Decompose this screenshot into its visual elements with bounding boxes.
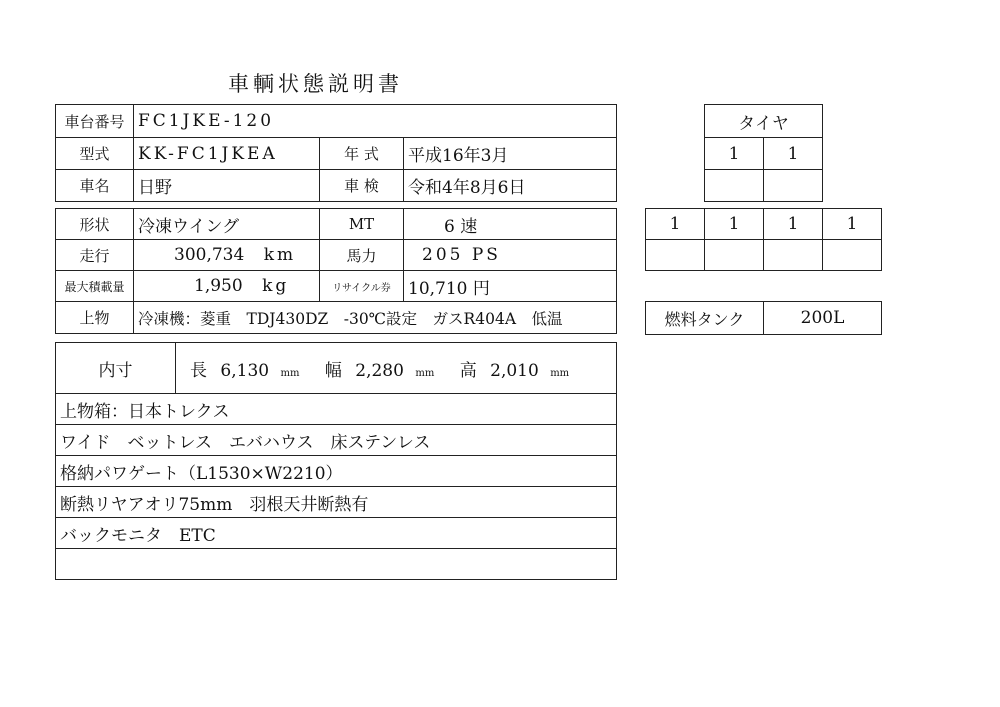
length-unit: mm <box>280 367 300 379</box>
shape-label: 形状 <box>56 209 134 240</box>
chassis-number-label: 車台番号 <box>56 105 134 138</box>
maker-label: 車名 <box>56 170 134 202</box>
mileage-label: 走行 <box>56 240 134 271</box>
recycle-fee-label: リサイクル券 <box>320 271 404 302</box>
model-value: KK-FC1JKEA <box>134 138 320 170</box>
transmission-value: 6 速 <box>404 209 617 240</box>
tire-rear-1: 1 <box>646 209 705 240</box>
inner-dimensions-label: 内寸 <box>56 343 176 394</box>
tire-rear-3: 1 <box>764 209 823 240</box>
body-label: 上物 <box>56 302 134 334</box>
width-value: 2,280 <box>355 360 404 381</box>
dimensions-notes-table <box>55 342 617 580</box>
year-value: 平成16年3月 <box>404 138 617 170</box>
recycle-fee-value: 10,710 円 <box>404 271 617 302</box>
tire-front-right-empty <box>764 170 823 202</box>
shape-value: 冷凍ウイング <box>134 209 320 240</box>
tire-rear-4-empty <box>823 240 882 271</box>
note-line: ワイド ベットレス エバハウス 床ステンレス <box>56 425 617 456</box>
year-label: 年 式 <box>320 138 404 170</box>
mileage-unit: km <box>263 245 297 265</box>
note-line: 断熱リヤアオリ75mm 羽根天井断熱有 <box>56 487 617 518</box>
tire-rear-4: 1 <box>823 209 882 240</box>
specs-table <box>55 208 617 334</box>
max-load-cell <box>134 271 320 302</box>
mileage-value: 300,734 <box>174 245 245 265</box>
length-label: 長 <box>190 360 207 381</box>
note-line: 格納パワゲート（L1530×W2210） <box>56 456 617 487</box>
inner-dimensions-cell <box>176 343 617 394</box>
page-title: 車輌状態説明書 <box>228 72 403 96</box>
tire-front-left: 1 <box>705 138 764 170</box>
tire-front-left-empty <box>705 170 764 202</box>
fuel-tank-label: 燃料タンク <box>646 302 764 335</box>
horsepower-value: 205 PS <box>404 240 617 271</box>
max-load-value: 1,950 <box>194 276 243 296</box>
tire-rear-2-empty <box>705 240 764 271</box>
max-load-label: 最大積載量 <box>56 271 134 302</box>
length-value: 6,130 <box>220 360 270 381</box>
horsepower-label: 馬力 <box>320 240 404 271</box>
max-load-unit: kg <box>262 276 290 296</box>
note-line: 上物箱：日本トレクス <box>56 394 617 425</box>
height-label: 高 <box>459 360 477 381</box>
tire-front-table <box>704 104 823 202</box>
inspection-value: 令和4年8月6日 <box>404 170 617 202</box>
tire-front-right: 1 <box>764 138 823 170</box>
tire-rear-3-empty <box>764 240 823 271</box>
note-line <box>56 549 617 580</box>
tire-rear-2: 1 <box>705 209 764 240</box>
width-label: 幅 <box>324 360 342 381</box>
vehicle-info-table <box>55 104 617 202</box>
model-label: 型式 <box>56 138 134 170</box>
mileage-cell <box>134 240 320 271</box>
fuel-tank-table <box>645 301 882 335</box>
height-unit: mm <box>550 367 570 379</box>
tire-rear-table <box>645 208 882 271</box>
note-line: バックモニタ ETC <box>56 518 617 549</box>
height-value: 2,010 <box>490 360 539 381</box>
width-unit: mm <box>415 367 435 379</box>
maker-value: 日野 <box>134 170 320 202</box>
tire-rear-1-empty <box>646 240 705 271</box>
body-value: 冷凍機：菱重 TDJ430DZ -30℃設定 ガスR404A 低温 <box>134 302 617 334</box>
transmission-label: MT <box>320 209 404 240</box>
fuel-tank-value: 200L <box>764 302 882 335</box>
chassis-number-value: FC1JKE-120 <box>134 105 617 138</box>
inspection-label: 車 検 <box>320 170 404 202</box>
tire-label: タイヤ <box>705 105 823 138</box>
